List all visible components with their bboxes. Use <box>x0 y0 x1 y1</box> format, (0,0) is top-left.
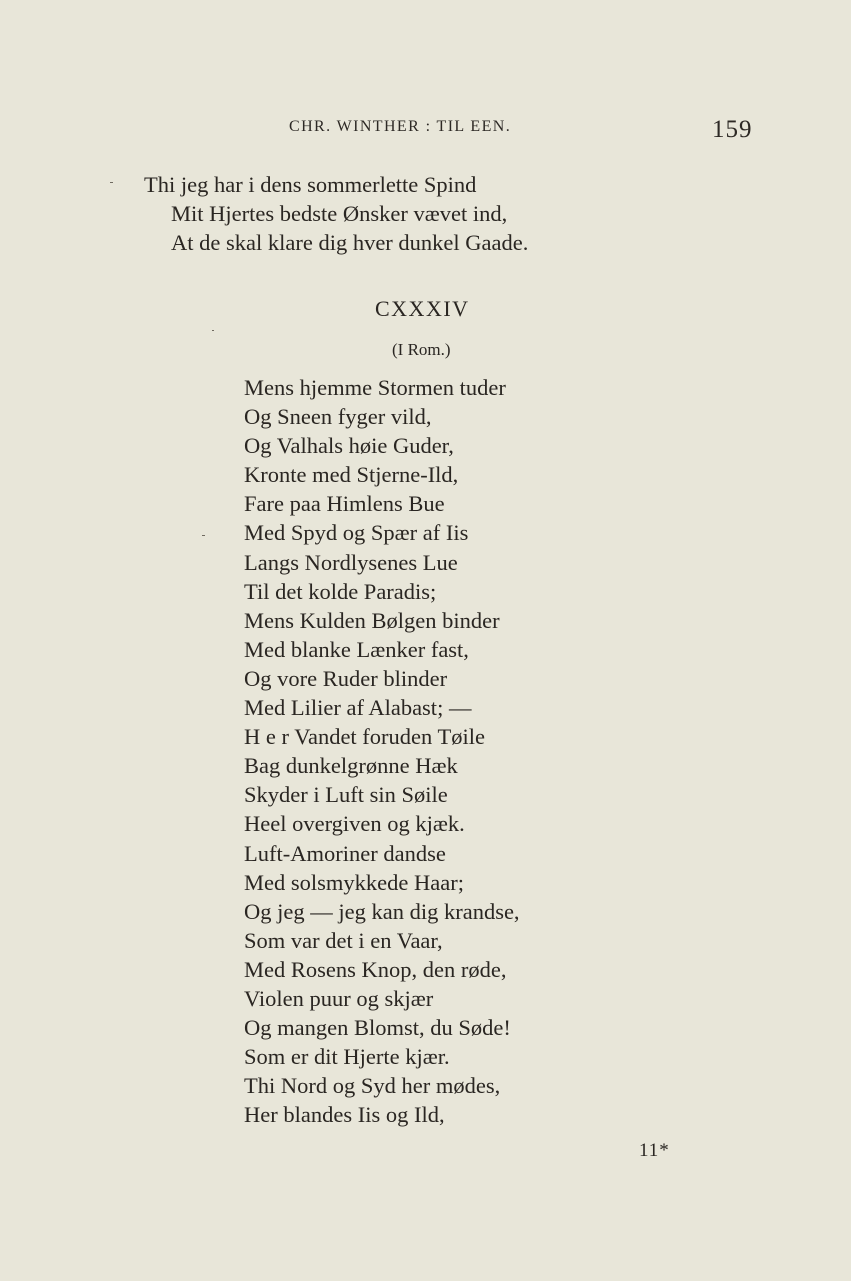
verse-line: Til det kolde Paradis; <box>244 578 437 604</box>
running-head <box>0 116 851 146</box>
verse-line: Som er dit Hjerte kjær. <box>244 1044 450 1070</box>
verse-line: Kronte med Stjerne-Ild, <box>244 462 459 488</box>
verse-line: At de skal klare dig hver dunkel Gaade. <box>171 230 529 255</box>
verse-line: Med blanke Lænker fast, <box>244 636 469 662</box>
verse-line: Og Valhals høie Guder, <box>244 433 454 459</box>
poem-place: (I Rom.) <box>392 340 451 359</box>
verse-line: Mit Hjertes bedste Ønsker vævet ind, <box>171 201 508 226</box>
verse-line: Thi jeg har i dens sommerlette Spind <box>144 172 477 197</box>
page-number: 159 <box>712 116 753 143</box>
verse-line: Som var det i en Vaar, <box>244 927 443 953</box>
verse-line: Fare paa Himlens Bue <box>244 491 445 517</box>
verse-line: H e r Vandet foruden Tøile <box>244 724 485 750</box>
verse-line: Med Lilier af Alabast; — <box>244 695 472 721</box>
verse-line: Og jeg — jeg kan dig krandse, <box>244 898 520 924</box>
poem-body <box>244 373 520 1129</box>
verse-line: Mens Kulden Bølgen binder <box>244 607 500 633</box>
paper-speck <box>202 535 205 536</box>
verse-line: Luft-Amoriner dandse <box>244 840 446 866</box>
poem-number: CXXXIV <box>375 296 470 321</box>
verse-line: Bag dunkelgrønne Hæk <box>244 753 458 779</box>
signature-mark: 11* <box>639 1140 670 1161</box>
verse-line: Skyder i Luft sin Søile <box>244 782 448 808</box>
verse-line: Og mangen Blomst, du Søde! <box>244 1015 511 1041</box>
verse-line: Mens hjemme Stormen tuder <box>244 375 506 400</box>
verse-line: Her blandes Iis og Ild, <box>244 1102 445 1128</box>
continued-stanza <box>144 170 528 257</box>
verse-line: Med Spyd og Spær af Iis <box>244 520 469 546</box>
verse-line: Med solsmykkede Haar; <box>244 869 464 895</box>
verse-line: Og vore Ruder blinder <box>244 665 448 691</box>
verse-line: Thi Nord og Syd her mødes, <box>244 1073 501 1099</box>
verse-line: Langs Nordlysenes Lue <box>244 549 458 575</box>
verse-line: Med Rosens Knop, den røde, <box>244 956 507 982</box>
paper-speck <box>212 330 214 331</box>
verse-line: Heel overgiven og kjæk. <box>244 811 465 837</box>
verse-line: Violen puur og skjær <box>244 985 434 1011</box>
paper-speck <box>110 182 113 183</box>
running-title: CHR. WINTHER : TIL EEN. <box>289 118 512 135</box>
verse-line: Og Sneen fyger vild, <box>244 404 432 430</box>
